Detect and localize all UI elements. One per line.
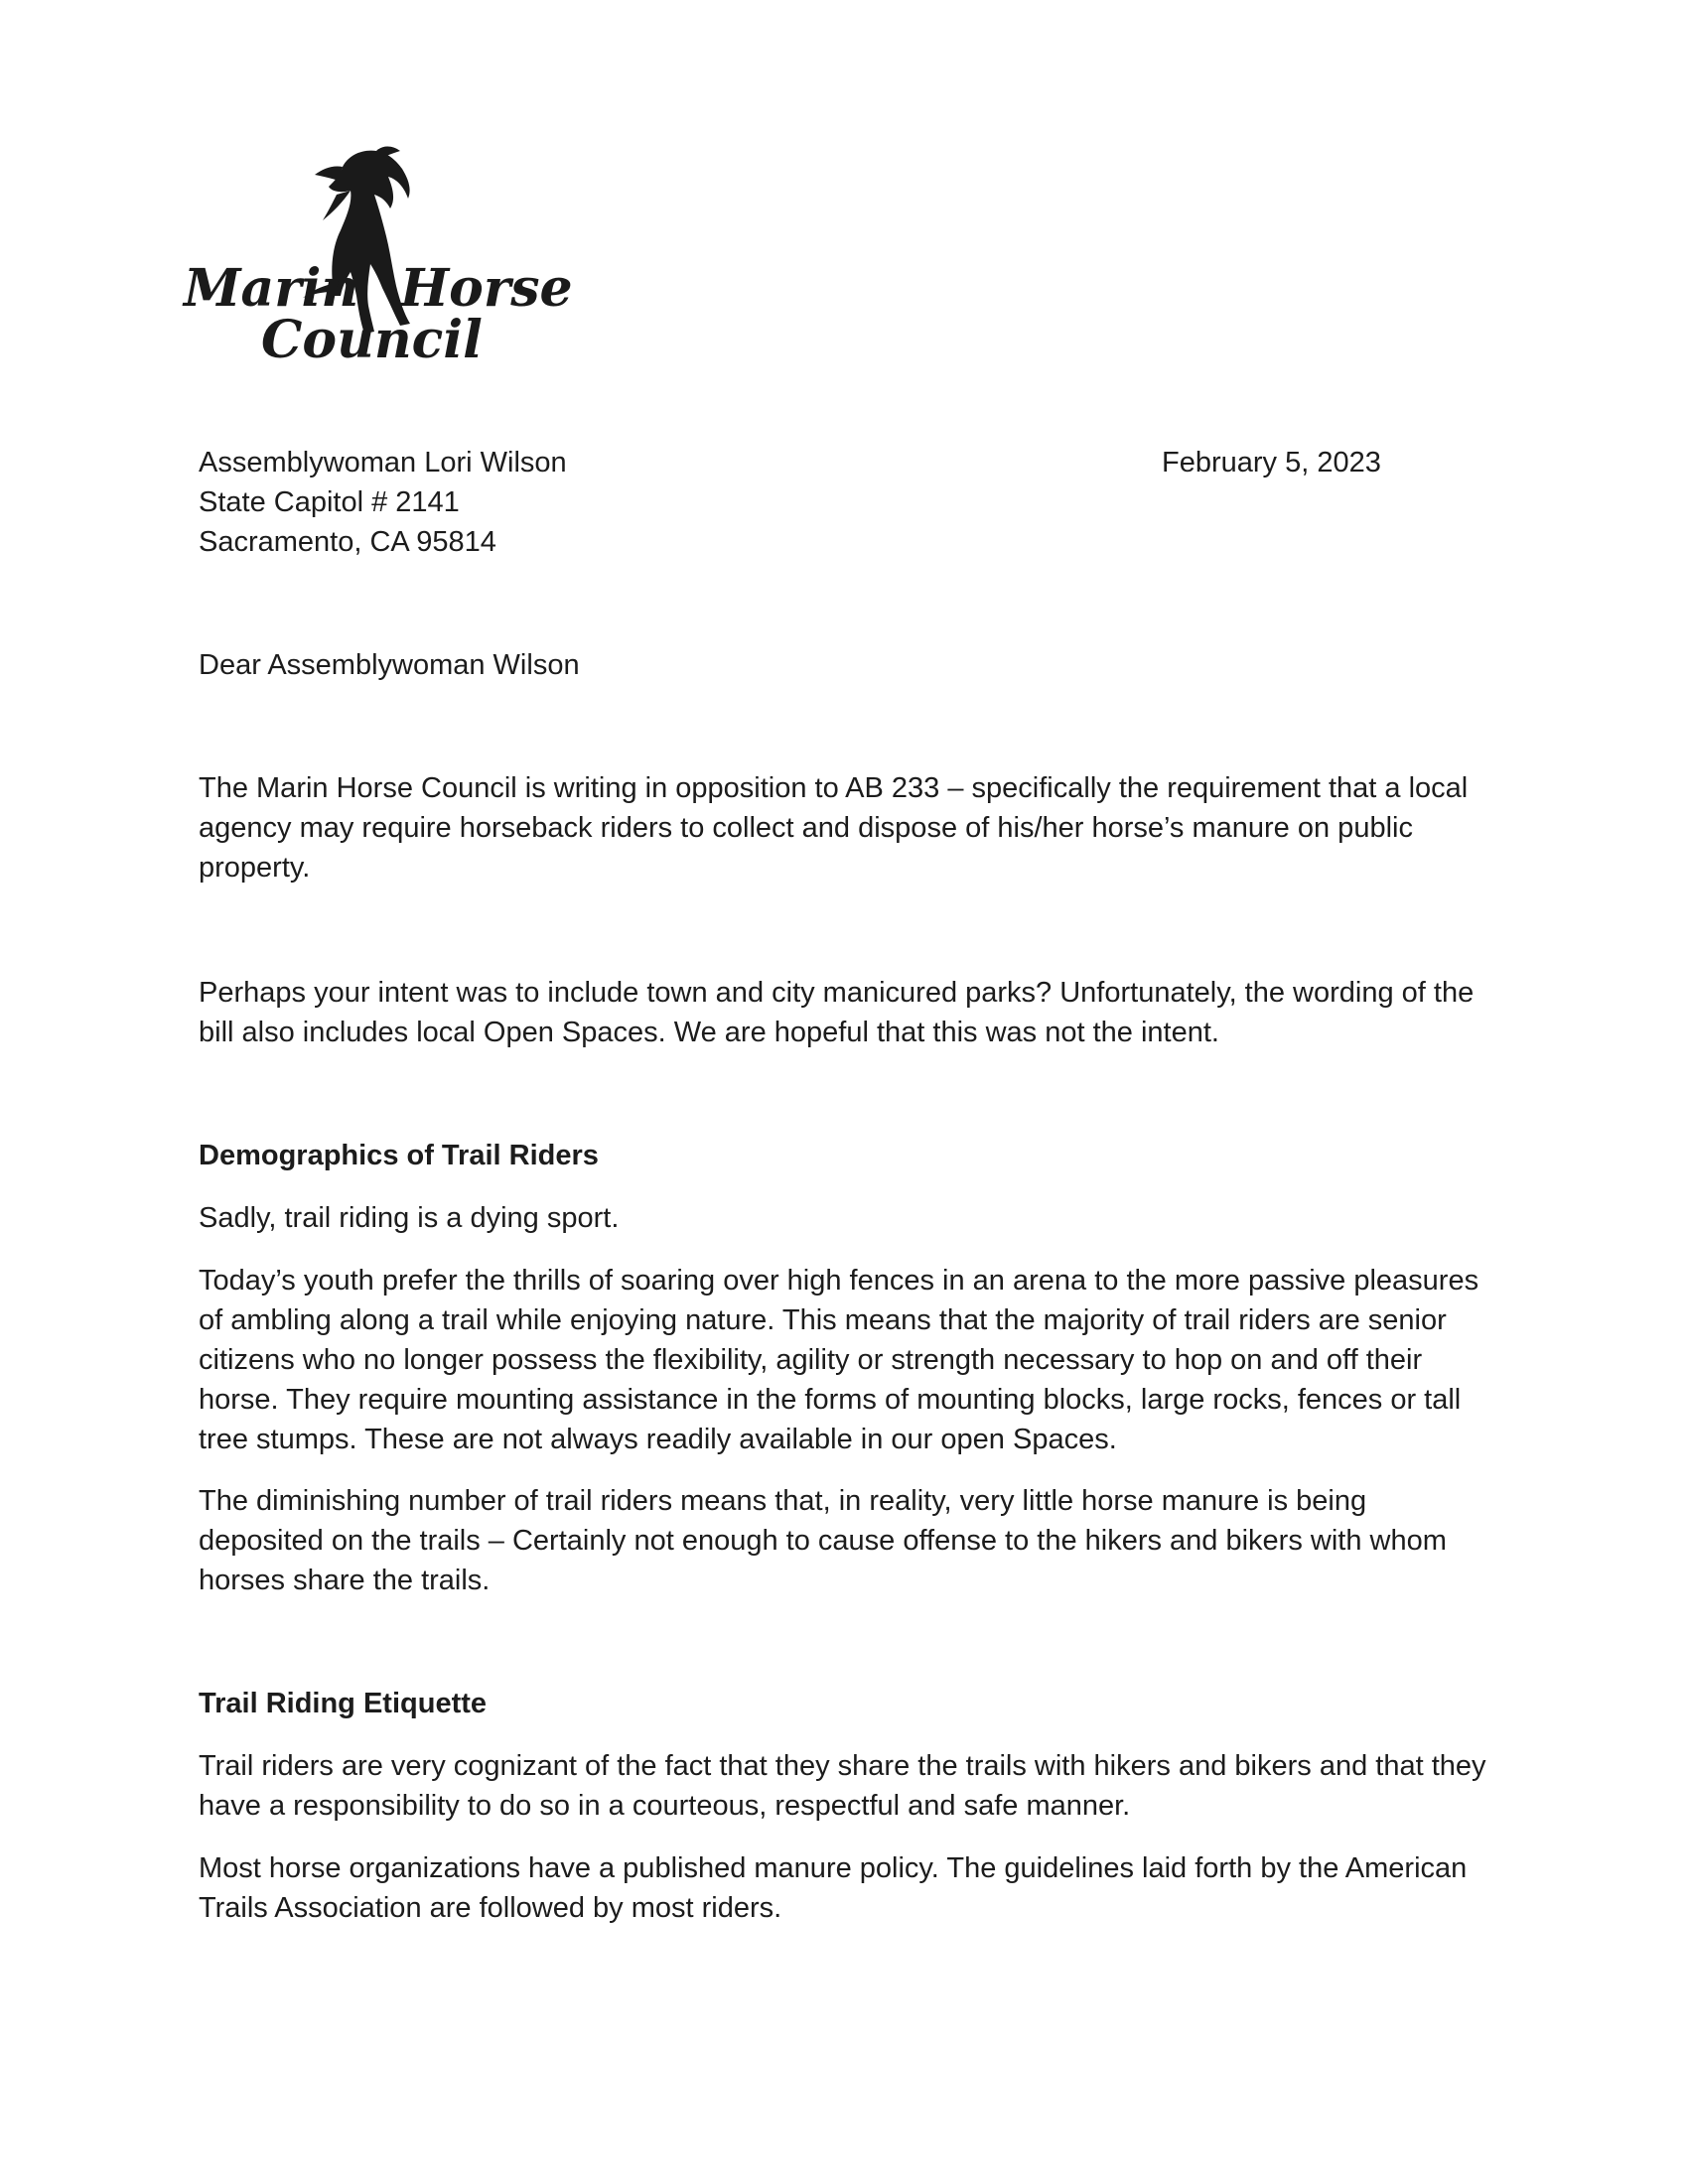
recipient-name: Assemblywoman Lori Wilson	[199, 447, 567, 478]
horse-logo-graphic	[184, 147, 573, 375]
logo-text-marin: Marin	[184, 258, 359, 319]
demographics-paragraph-2: Today’s youth prefer the thrills of soaring over high fences in an arena to the more passive pleasures of ambling along a trail while enjoying nature. This means that the majority of trail riders are senior citizens who no longer possess the flexibility, agility or strength necessary to hop on and off their horse. They require mounting assistance in the forms of mounting blocks, large rocks, fences or tall tree stumps. These are not always readily available in our open Spaces.	[199, 1265, 1479, 1455]
letter-date: February 5, 2023	[1162, 447, 1381, 478]
salutation: Dear Assemblywoman Wilson	[199, 649, 580, 681]
demographics-paragraph-3: The diminishing number of trail riders means that, in reality, very little horse manure is being deposited on the trails – Certainly not enough to cause offense to the hikers and bikers with whom horses share the trails.	[199, 1485, 1447, 1596]
demographics-paragraph-1: Sadly, trail riding is a dying sport.	[199, 1202, 620, 1234]
intro-paragraph-2: Perhaps your intent was to include town and city manicured parks? Unfortunately, the wording of the bill also includes local Open Spaces. We are hopeful that this was not the intent.	[199, 977, 1475, 1048]
recipient-address-line1: State Capitol # 2141	[199, 486, 460, 518]
logo-text-horse: Horse	[400, 258, 573, 319]
logo-text-council: Council	[261, 310, 483, 370]
intro-paragraph-1: The Marin Horse Council is writing in opposition to AB 233 – specifically the requirement that a local agency may require horseback riders to collect and dispose of his/her horse’s manure on public property.	[199, 772, 1469, 884]
etiquette-paragraph-1: Trail riders are very cognizant of the fact that they share the trails with hikers and bikers and that they have a responsibility to do so in a courteous, respectful and safe manner.	[199, 1750, 1486, 1822]
section-heading-demographics: Demographics of Trail Riders	[199, 1140, 599, 1171]
marin-horse-council-logo	[184, 147, 573, 375]
recipient-address-line2: Sacramento, CA 95814	[199, 526, 496, 558]
section-heading-etiquette: Trail Riding Etiquette	[199, 1688, 488, 1719]
etiquette-paragraph-2: Most horse organizations have a published manure policy. The guidelines laid forth by the American Trails Association are followed by most riders.	[199, 1852, 1468, 1924]
